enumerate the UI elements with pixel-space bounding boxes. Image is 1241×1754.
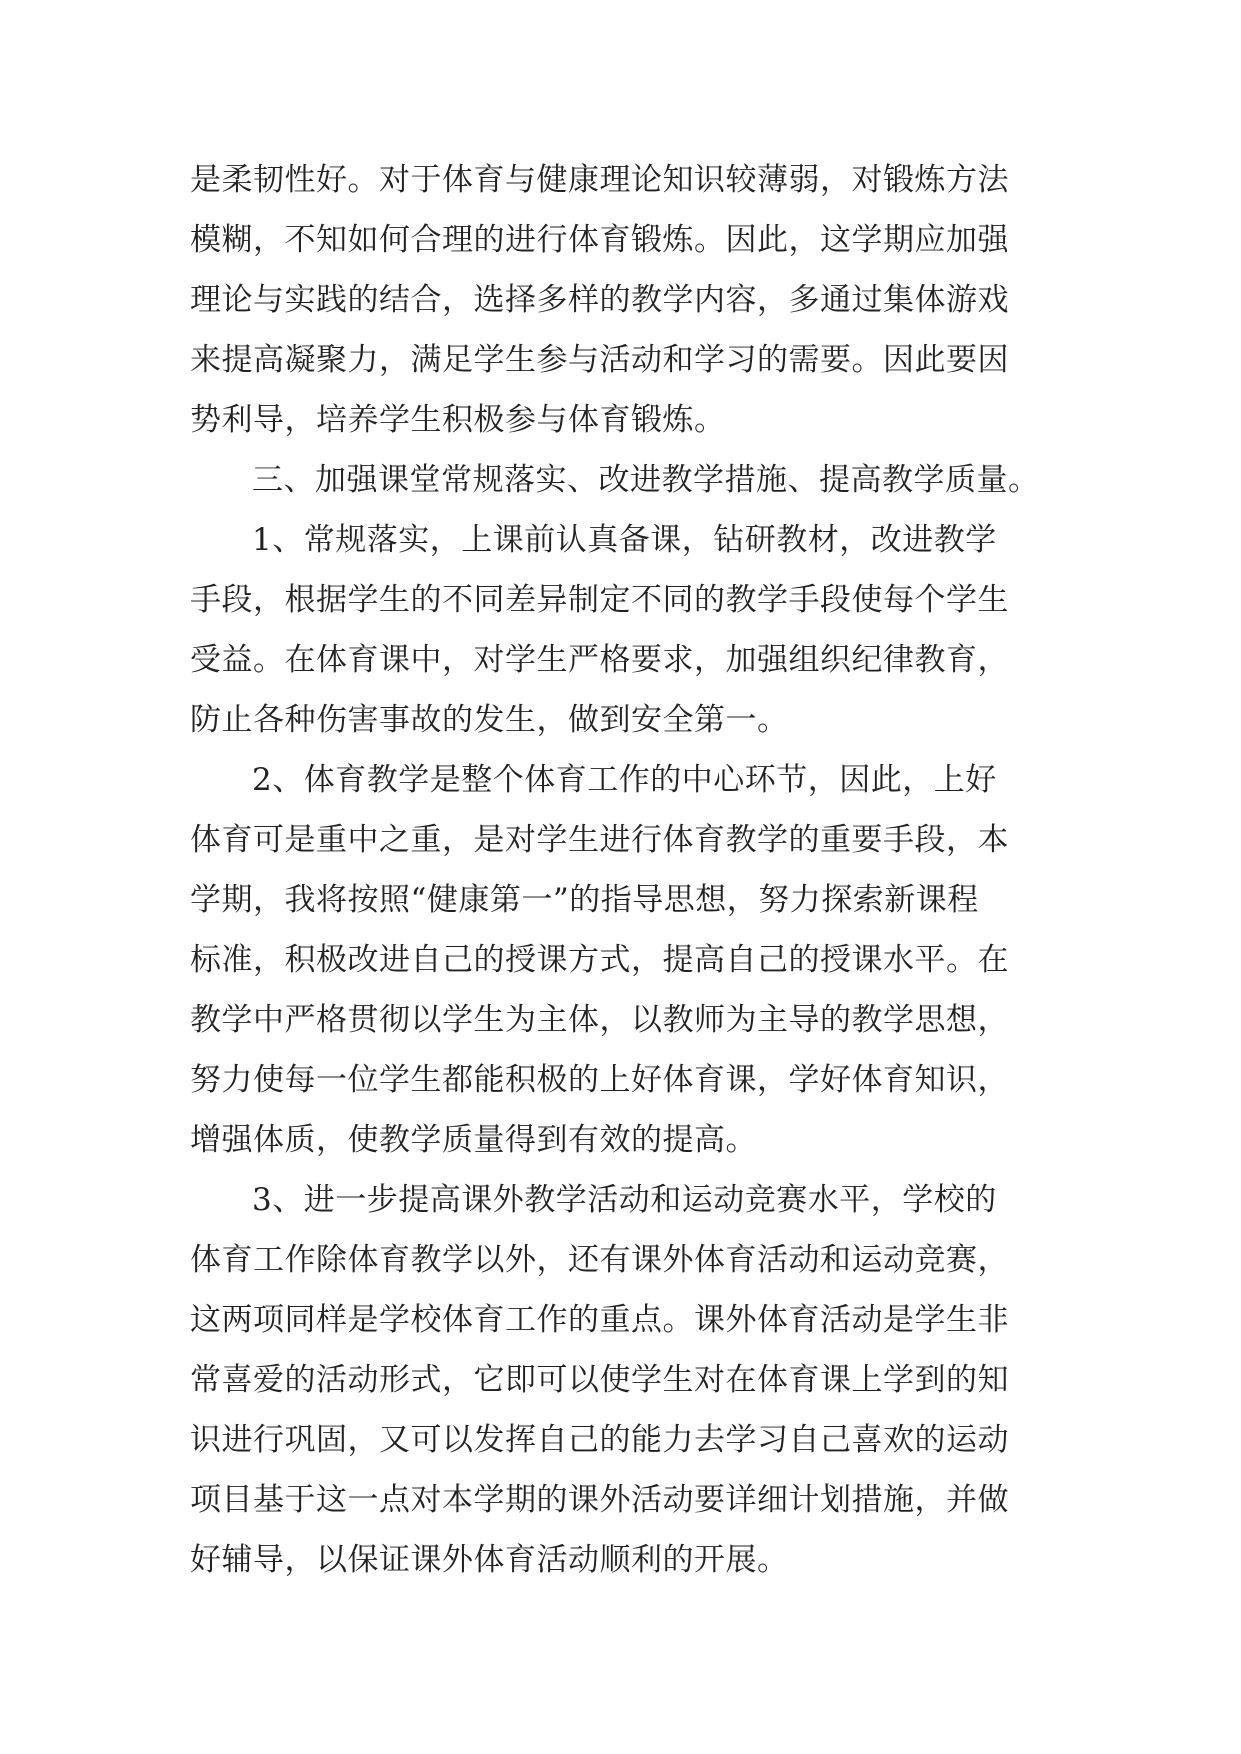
section-heading-three <box>190 450 1070 510</box>
text-line: 防止各种伤害事故的发生，做到安全第一。 <box>190 702 789 738</box>
text-line: 学期，我将按照“健康第一”的指导思想，努力探索新课程 <box>190 882 979 918</box>
paragraph-item-2 <box>190 750 1070 1170</box>
text-line: 标准，积极改进自己的授课方式，提高自己的授课水平。在 <box>190 942 1009 978</box>
text-line: 增强体质，使教学质量得到有效的提高。 <box>190 1122 757 1158</box>
text-line: 常喜爱的活动形式，它即可以使学生对在体育课上学到的知 <box>190 1362 1009 1398</box>
text-line: 体育工作除体育教学以外，还有课外体育活动和运动竞赛， <box>190 1242 1009 1278</box>
text-line: 手段，根据学生的不同差异制定不同的教学手段使每个学生 <box>190 582 1009 618</box>
text-line: 项目基于这一点对本学期的课外活动要详细计划措施，并做 <box>190 1482 1009 1518</box>
text-line: 1、常规落实，上课前认真备课，钻研教材，改进教学 <box>252 522 997 558</box>
text-line: 好辅导，以保证课外体育活动顺利的开展。 <box>190 1542 789 1578</box>
paragraph-item-1 <box>190 510 1070 750</box>
text-line: 努力使每一位学生都能积极的上好体育课，学好体育知识， <box>190 1062 1009 1098</box>
text-line: 教学中严格贯彻以学生为主体，以教师为主导的教学思想， <box>190 1002 1009 1038</box>
text-line: 来提高凝聚力，满足学生参与活动和学习的需要。因此要因 <box>190 342 1009 378</box>
text-line: 这两项同样是学校体育工作的重点。课外体育活动是学生非 <box>190 1302 1009 1338</box>
text-line: 2、体育教学是整个体育工作的中心环节，因此，上好 <box>252 762 997 798</box>
text-line: 体育可是重中之重，是对学生进行体育教学的重要手段，本 <box>190 822 1009 858</box>
text-line: 识进行巩固，又可以发挥自己的能力去学习自己喜欢的运动 <box>190 1422 1009 1458</box>
paragraph-item-3 <box>190 1170 1070 1590</box>
text-line: 模糊，不知如何合理的进行体育锻炼。因此，这学期应加强 <box>190 222 1009 258</box>
text-line: 理论与实践的结合，选择多样的教学内容，多通过集体游戏 <box>190 282 1009 318</box>
text-line: 三、加强课堂常规落实、改进教学措施、提高教学质量。 <box>252 462 1040 498</box>
text-line: 3、进一步提高课外教学活动和运动竞赛水平，学校的 <box>252 1182 997 1218</box>
text-line: 受益。在体育课中，对学生严格要求，加强组织纪律教育， <box>190 642 1009 678</box>
document-body <box>190 150 1070 1590</box>
text-line: 是柔韧性好。对于体育与健康理论知识较薄弱，对锻炼方法 <box>190 162 1009 198</box>
text-line: 势利导，培养学生积极参与体育锻炼。 <box>190 402 726 438</box>
paragraph-student-analysis <box>190 150 1070 450</box>
